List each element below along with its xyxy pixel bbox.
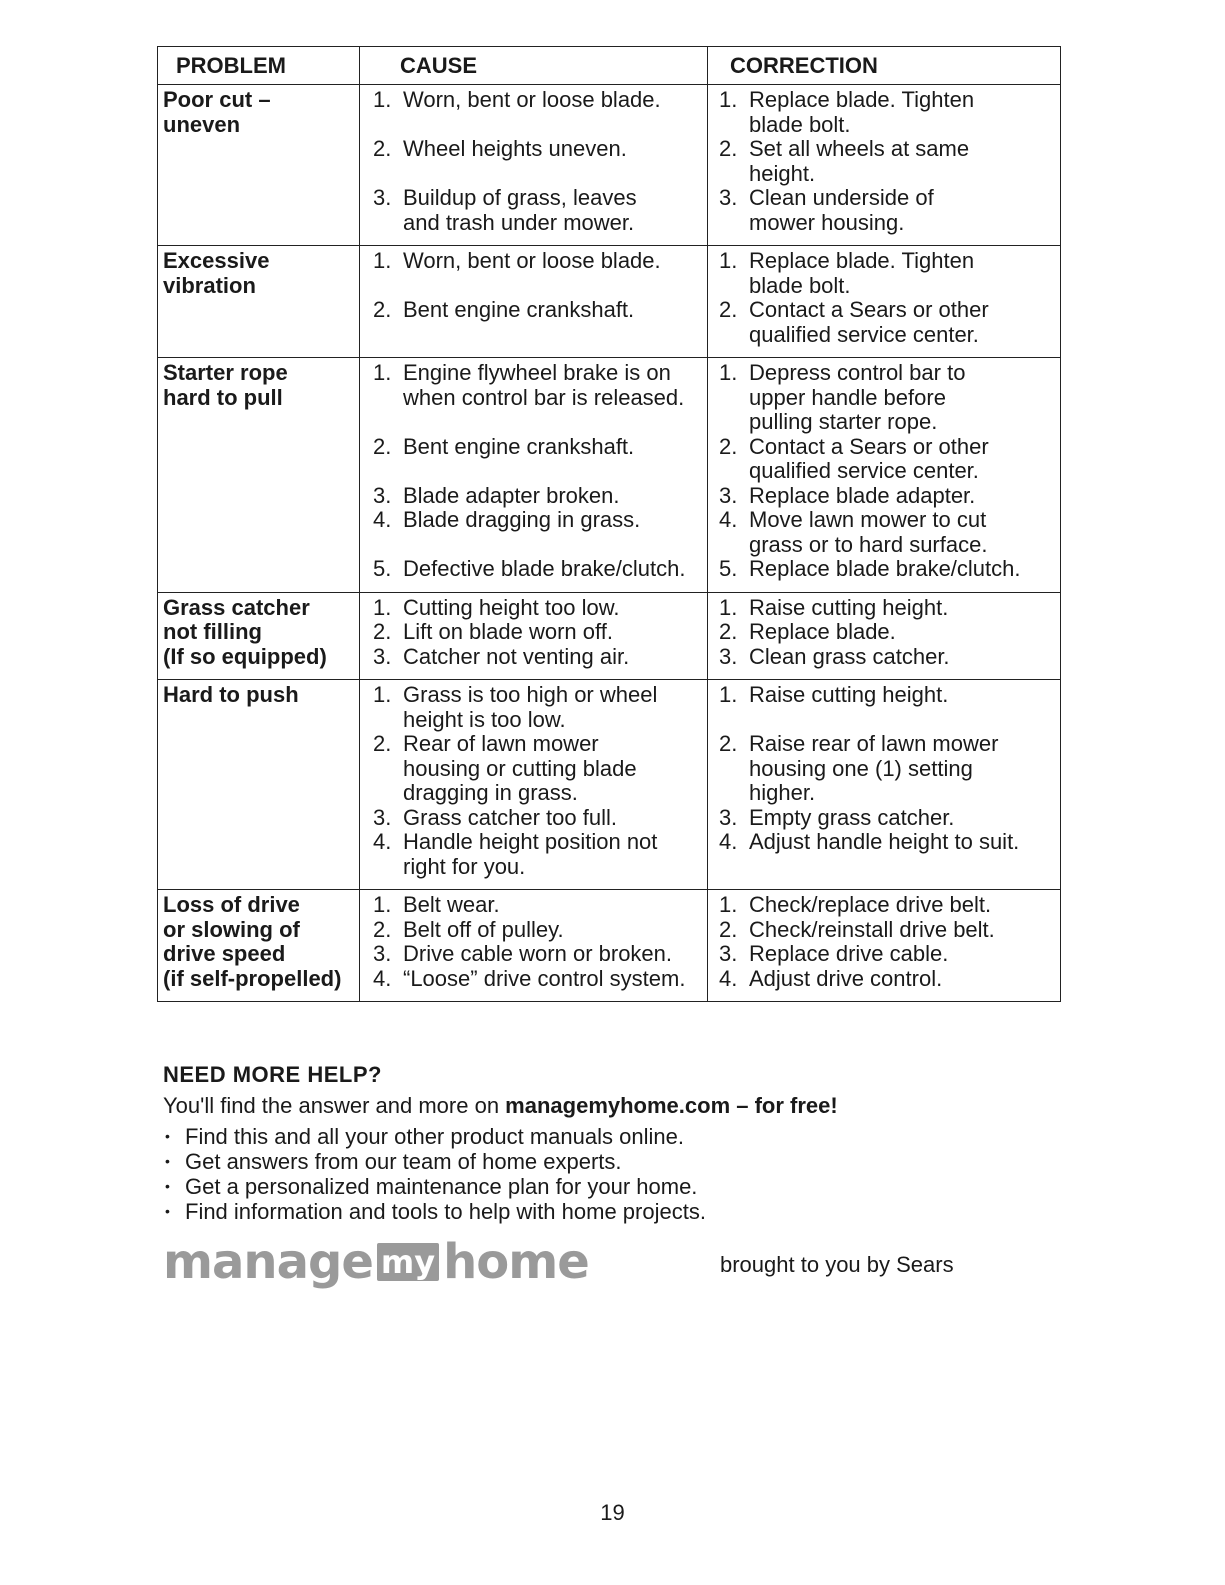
item-number: 4. [719,965,738,991]
item-text: Contact a Sears or other qualified service center. [749,297,989,347]
page-number: 19 [600,1500,625,1525]
managemyhome-logo [163,1232,589,1292]
item-number: 5. [719,556,738,581]
item-number: 4. [373,829,392,854]
correction-item [713,830,1056,879]
item-number: 3. [719,804,738,830]
item-text: Raise cutting height. [749,594,949,620]
header-correction: CORRECTION [708,47,1061,85]
cause-item [365,137,703,186]
item-text: Blade adapter broken. [403,482,620,508]
item-text: Replace blade. [749,619,896,644]
item-number: 4. [719,507,738,532]
cause-item [365,620,703,645]
item-text: Grass is too high or wheel height is too low. [403,682,658,732]
item-text: Adjust handle height to suit. [749,829,1020,854]
item-text: Rear of lawn mower housing or cutting blade dragging in grass. [403,731,637,805]
cause-item [365,918,703,943]
cause-item [365,645,703,670]
correction-item [713,596,1056,621]
bullet-text: Get answers from our team of home experts. [185,1149,622,1174]
item-text: Adjust drive control. [749,965,943,991]
problem-cell: Loss of drive or slowing of drive speed (if self-propelled) [158,890,360,1002]
cause-item [365,967,703,992]
bullet-text: Get a personalized maintenance plan for your home. [185,1174,698,1199]
correction-item [713,893,1056,918]
item-text: Clean grass catcher. [749,643,950,669]
cause-item [365,942,703,967]
cause-item [365,596,703,621]
item-number: 2. [373,297,392,322]
cause-cell [360,358,708,593]
correction-item [713,508,1056,557]
item-text: Replace blade. Tighten blade bolt. [749,87,975,137]
item-number: 3. [373,941,392,966]
cause-item [365,893,703,918]
cause-item [365,732,703,806]
item-text: Buildup of grass, leaves and trash under mower. [403,185,637,235]
item-number: 2. [719,297,738,322]
correction-item [713,137,1056,186]
cause-item [365,484,703,509]
cause-item [365,806,703,831]
item-text: Handle height position not right for you. [403,829,658,879]
item-number: 3. [719,643,738,669]
cause-item [365,435,703,484]
item-text: Check/reinstall drive belt. [749,916,995,942]
logo-right: home [443,1234,589,1290]
header-cause: CAUSE [360,47,708,85]
item-number: 2. [373,731,392,756]
table-row [158,358,1061,593]
correction-item [713,683,1056,732]
help-bullet-list [163,1124,1063,1224]
header-problem: PROBLEM [158,47,360,85]
help-intro-link: managemyhome.com – for free! [505,1093,838,1118]
problem-cell: Starter rope hard to pull [158,358,360,593]
correction-item [713,435,1056,484]
cause-item [365,88,703,137]
bullet-icon: • [165,1153,170,1169]
list-item [163,1199,1063,1224]
bullet-icon: • [165,1178,170,1194]
item-text: Depress control bar to upper handle before pulling starter rope. [749,360,966,434]
item-text: Drive cable worn or broken. [403,941,673,966]
correction-item [713,88,1056,137]
correction-cell [708,680,1061,890]
correction-item [713,967,1056,992]
item-number: 2. [373,619,392,644]
correction-cell [708,85,1061,246]
item-number: 2. [719,136,738,161]
cause-item [365,508,703,557]
need-more-help-section [163,1062,1063,1224]
help-title: NEED MORE HELP? [163,1062,382,1087]
cause-item [365,186,703,235]
item-number: 2. [373,433,392,459]
item-text: Clean underside of mower housing. [749,185,934,235]
table-row [158,890,1061,1002]
item-text: Replace blade adapter. [749,482,976,508]
help-intro [163,1093,1063,1118]
item-number: 1. [373,594,392,620]
item-number: 4. [373,507,392,532]
item-number: 2. [373,916,392,942]
logo-left: manage [163,1234,373,1290]
cause-item [365,361,703,435]
item-text: Belt off of pulley. [403,916,564,942]
item-text: Raise rear of lawn mower housing one (1) setting higher. [749,731,999,805]
correction-item [713,645,1056,670]
item-number: 3. [719,941,738,966]
item-text: Defective blade brake/clutch. [403,556,686,581]
item-number: 1. [719,360,738,385]
bullet-icon: • [165,1128,170,1144]
bullet-text: Find this and all your other product manuals online. [185,1124,684,1149]
item-text: Replace blade. Tighten blade bolt. [749,248,975,298]
correction-item [713,484,1056,509]
item-text: Catcher not venting air. [403,643,630,669]
cause-item [365,557,703,582]
item-text: Empty grass catcher. [749,804,955,830]
item-number: 3. [373,482,392,508]
item-number: 2. [719,916,738,942]
bullet-icon: • [165,1203,170,1219]
item-text: Set all wheels at same height. [749,136,970,186]
correction-cell [708,358,1061,593]
item-number: 3. [373,185,392,210]
correction-cell [708,592,1061,680]
item-number: 1. [719,87,738,112]
item-number: 3. [373,643,392,669]
list-item [163,1124,1063,1149]
item-text: Worn, bent or loose blade. [403,248,661,273]
item-number: 2. [719,731,738,756]
correction-item [713,732,1056,806]
item-text: Raise cutting height. [749,682,949,707]
list-item [163,1149,1063,1174]
item-number: 1. [373,892,392,917]
bullet-text: Find information and tools to help with home projects. [185,1199,706,1224]
correction-item [713,249,1056,298]
cause-cell [360,246,708,358]
item-text: Contact a Sears or other qualified service center. [749,433,989,483]
troubleshooting-table [157,46,1061,1002]
cause-item [365,830,703,879]
item-text: Engine flywheel brake is on when control bar is released. [403,360,685,410]
table-row [158,246,1061,358]
correction-item [713,942,1056,967]
table-header-row [158,47,1061,85]
item-number: 2. [373,136,392,161]
cause-cell [360,680,708,890]
item-text: Replace blade brake/clutch. [749,556,1021,581]
item-number: 2. [719,619,738,644]
cause-item [365,249,703,298]
item-number: 5. [373,556,392,581]
item-text: Belt wear. [403,892,500,917]
correction-item [713,298,1056,347]
item-number: 2. [719,433,738,459]
logo-my-box: my [377,1243,439,1281]
cause-cell [360,85,708,246]
item-text: Check/replace drive belt. [749,892,992,917]
table-row [158,85,1061,246]
item-number: 3. [373,804,392,830]
item-number: 1. [373,248,392,273]
correction-item [713,361,1056,435]
item-text: Lift on blade worn off. [403,619,613,644]
correction-item [713,806,1056,831]
cause-item [365,683,703,732]
correction-item [713,186,1056,235]
item-text: Bent engine crankshaft. [403,433,635,459]
item-number: 4. [373,965,392,991]
correction-cell [708,890,1061,1002]
item-text: Blade dragging in grass. [403,507,641,532]
problem-cell: Excessive vibration [158,246,360,358]
table-row [158,680,1061,890]
item-number: 1. [719,892,738,917]
item-number: 1. [373,682,392,707]
table-row [158,592,1061,680]
item-text: Replace drive cable. [749,941,949,966]
item-number: 1. [719,248,738,273]
item-number: 1. [373,87,392,112]
help-intro-text: You'll find the answer and more on [163,1093,506,1118]
cause-cell [360,890,708,1002]
item-number: 4. [719,829,738,854]
item-text: Grass catcher too full. [403,804,617,830]
brought-by-text: brought to you by Sears [720,1252,954,1277]
correction-item [713,918,1056,943]
item-number: 3. [719,185,738,210]
problem-cell: Hard to push [158,680,360,890]
correction-cell [708,246,1061,358]
problem-cell: Poor cut – uneven [158,85,360,246]
problem-cell: Grass catcher not filling (If so equipped) [158,592,360,680]
item-number: 3. [719,482,738,508]
cause-cell [360,592,708,680]
correction-item [713,557,1056,582]
item-text: Bent engine crankshaft. [403,297,635,322]
item-text: Move lawn mower to cut grass or to hard surface. [749,507,988,557]
item-text: Cutting height too low. [403,594,620,620]
item-number: 1. [719,682,738,707]
item-number: 1. [719,594,738,620]
list-item [163,1174,1063,1199]
correction-item [713,620,1056,645]
item-text: Worn, bent or loose blade. [403,87,661,112]
cause-item [365,298,703,347]
item-number: 1. [373,360,392,385]
item-text: “Loose” drive control system. [403,965,686,991]
item-text: Wheel heights uneven. [403,136,627,161]
